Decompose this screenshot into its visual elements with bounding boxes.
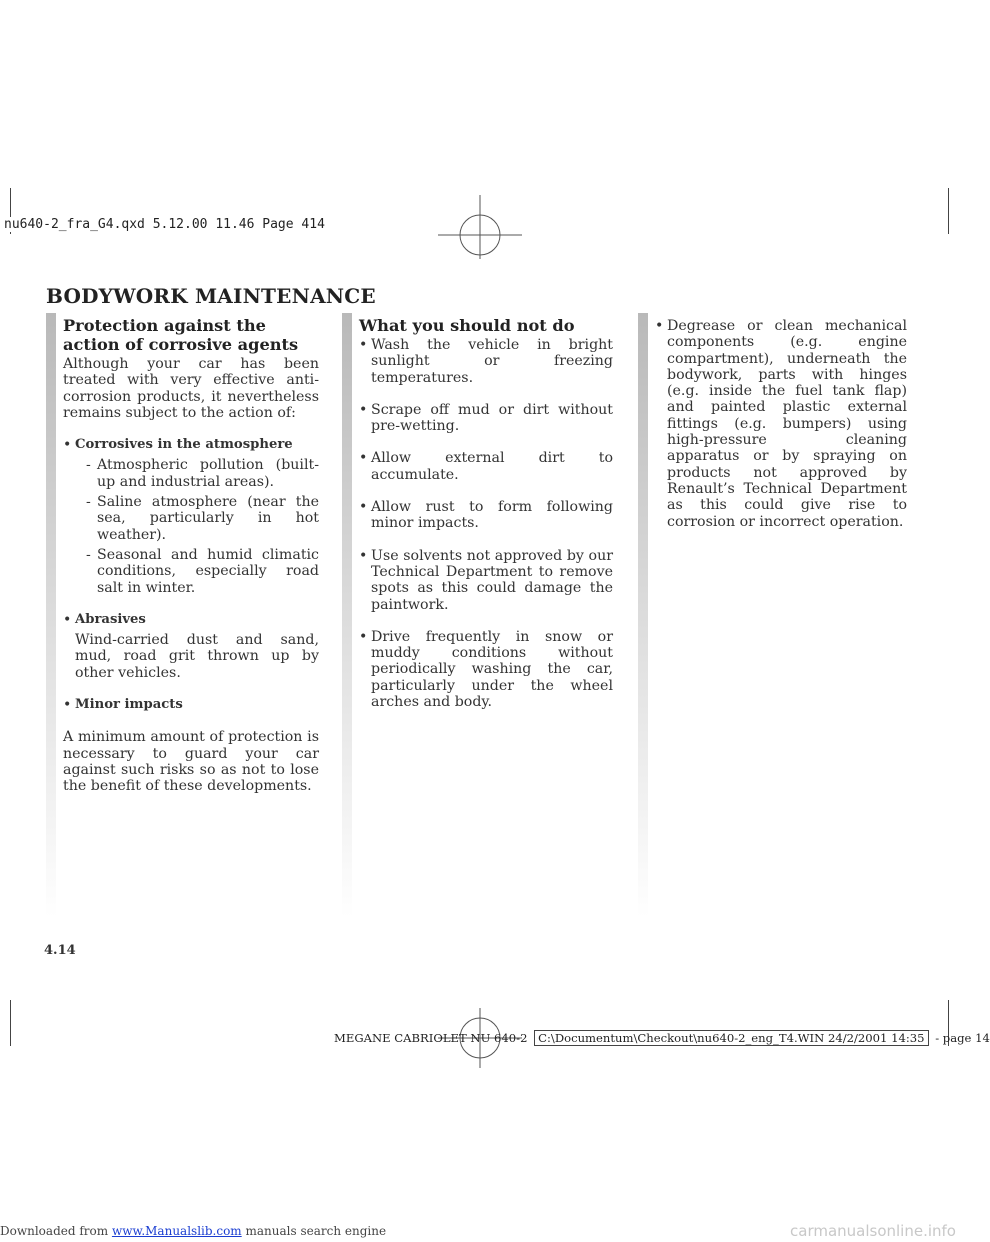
column-bar-1 (46, 313, 56, 918)
sub-list-item: - Atmospheric pollution (built-up and industrial areas). (86, 457, 319, 490)
footer-path: C:\Documentum\Checkout\nu640-2_eng_T4.WIN 24/2/2001 14:35 (534, 1030, 928, 1046)
section-title: BODYWORK MAINTENANCE (46, 284, 376, 308)
list-item-title: Corrosives in the atmosphere (75, 437, 293, 453)
sub-list-item: - Seasonal and humid climatic conditions, especially road salt in winter. (86, 546, 319, 596)
manualslib-link[interactable]: www.Manualslib.com (111, 1224, 242, 1238)
list-item (63, 612, 319, 681)
list-item: • Degrease or clean mechanical components (e.g. engine compartment), underneath the bodywork, parts with hinges (e.g. inside the fuel tank flap) and painted plastic external fittings (e.g. bumpers) using high-pressure cleaning apparatus or by spraying on products not approved by Renault’s Technical Department as this could give rise to corrosion or incorrect operation. (655, 318, 907, 530)
bullet-icon: • (359, 499, 368, 516)
col2-heading: What you should not do (359, 316, 575, 335)
column-2 (359, 316, 613, 726)
bullet-icon: • (63, 611, 72, 628)
list-item-description: Wind-carried dust and sand, mud, road grit thrown up by other vehicles. (75, 632, 319, 681)
crop-mark-bottom-left-v (10, 1000, 11, 1046)
bullet-icon: • (359, 450, 368, 467)
col1-closing: A minimum amount of protection is necessary to guard your car against such risks so as not to lose the benefit of these developments. (63, 729, 319, 795)
column-3 (655, 318, 907, 546)
page-number: 4.14 (44, 943, 76, 958)
list-item (63, 437, 319, 596)
watermark: carmanualsonline.info (790, 1222, 956, 1240)
list-item: • Scrape off mud or dirt without pre-wetting. (359, 401, 613, 435)
list-item-title: Minor impacts (75, 697, 183, 713)
registration-mark-top-icon (438, 195, 522, 279)
list-item: • Allow external dirt to accumulate. (359, 450, 613, 483)
bullet-icon: • (655, 318, 664, 334)
bullet-icon: • (63, 697, 72, 714)
download-banner: Downloaded from www.Manualslib.com manuals search engine (0, 1224, 387, 1238)
col1-intro: Although your car has been treated with very effective anti-corrosion products, it nevertheless remains subject to the action of: (63, 356, 319, 421)
list-item: • Drive frequently in snow or muddy conditions without periodically washing the car, particularly under the wheel arches and body. (359, 628, 613, 711)
print-footer (334, 1031, 990, 1045)
footer-page: - page 14 (935, 1031, 990, 1045)
list-item-title: Abrasives (75, 611, 146, 627)
dash-icon: - (86, 457, 91, 474)
bullet-icon: • (359, 401, 368, 418)
bullet-icon: • (359, 628, 368, 645)
column-bar-2 (342, 313, 352, 918)
sub-list-item: - Saline atmosphere (near the sea, particularly in hot weather). (86, 494, 319, 543)
column-bar-3 (638, 313, 648, 918)
list-item (63, 697, 319, 713)
column-1 (63, 316, 319, 811)
print-slug: nu640-2_fra_G4.qxd 5.12.00 11.46 Page 414 (0, 217, 331, 232)
col1-heading: Protection against the action of corrosive agents (63, 316, 299, 354)
dash-icon: - (86, 494, 91, 511)
footer-model: MEGANE CABRIOLET NU 640-2 (334, 1031, 528, 1045)
bullet-icon: • (359, 337, 368, 353)
crop-mark-top-right-v (948, 188, 949, 234)
bullet-icon: • (63, 437, 72, 454)
list-item: • Wash the vehicle in bright sunlight or freezing temperatures. (359, 337, 613, 386)
list-item: • Allow rust to form following minor impacts. (359, 499, 613, 532)
list-item: • Use solvents not approved by our Technical Department to remove spots as this could damage the paintwork. (359, 547, 613, 613)
bullet-icon: • (359, 547, 368, 564)
dash-icon: - (86, 546, 91, 563)
